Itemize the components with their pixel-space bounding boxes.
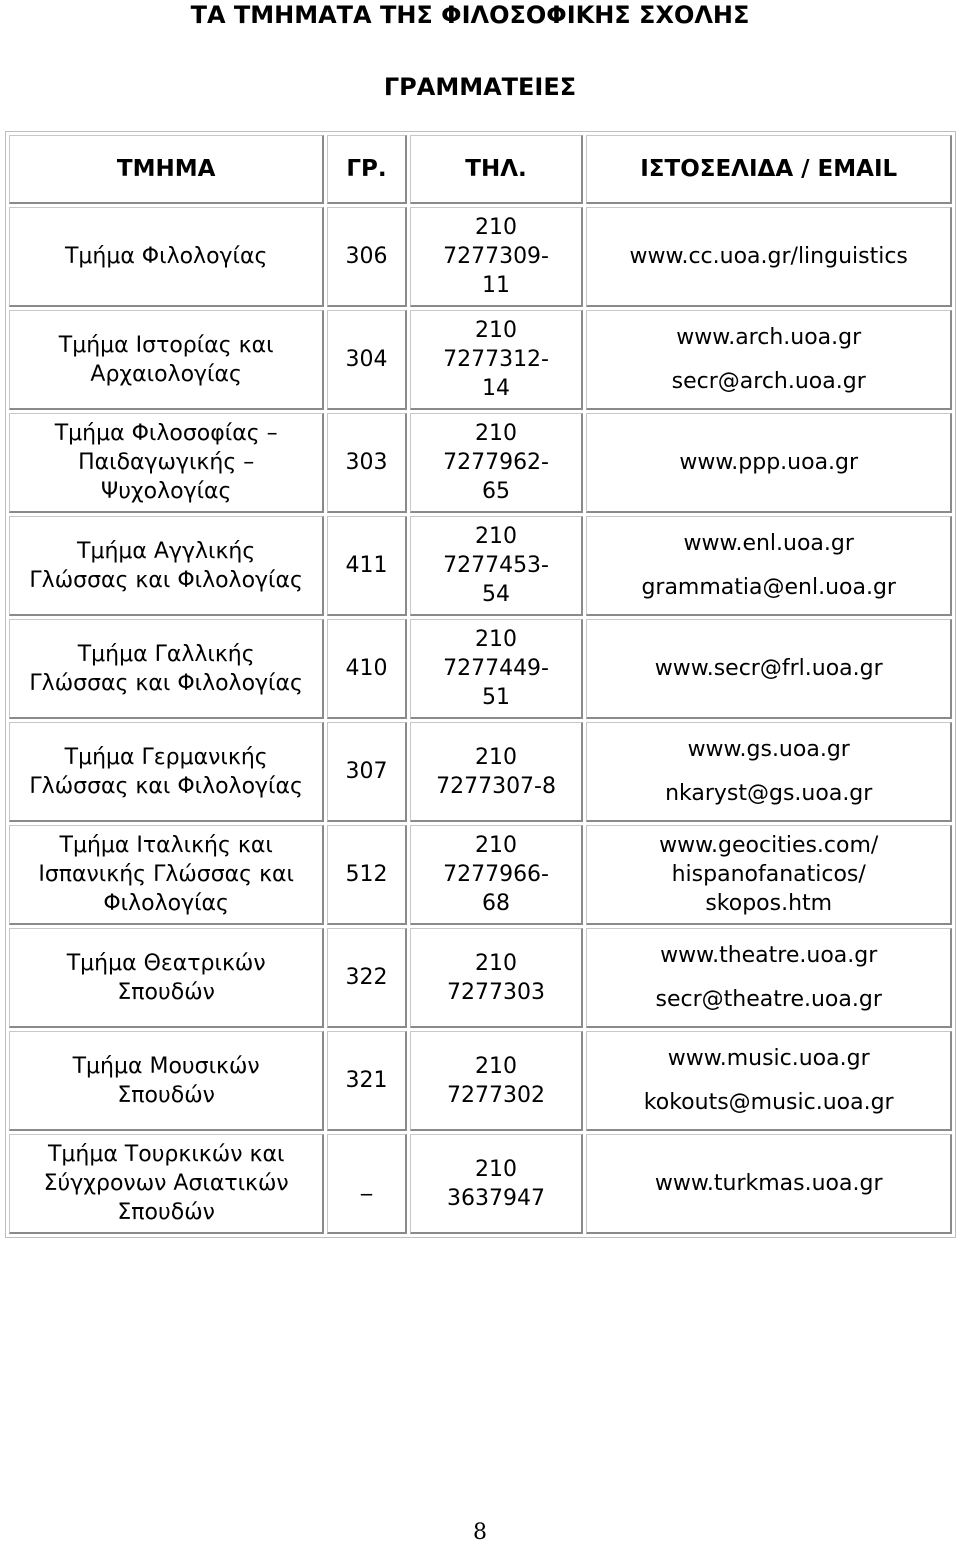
table-body bbox=[9, 207, 952, 1234]
header-office: ΓΡ. bbox=[327, 135, 406, 204]
contact-cell-line[interactable]: secr@arch.uoa.gr bbox=[671, 368, 866, 394]
department-cell bbox=[9, 619, 324, 719]
department-cell-line: Τμήμα Ιταλικής και bbox=[59, 833, 273, 858]
office-cell: 411 bbox=[327, 516, 406, 616]
phone-cell-line: 7277453- bbox=[443, 553, 549, 578]
departments-table bbox=[5, 131, 956, 1238]
department-cell-line: Φιλολογίας bbox=[103, 891, 229, 916]
contact-cell-line[interactable]: www.theatre.uoa.gr bbox=[660, 942, 878, 968]
contact-cell bbox=[586, 722, 952, 822]
phone-cell bbox=[410, 1134, 584, 1234]
department-cell bbox=[9, 310, 324, 410]
phone-cell bbox=[410, 619, 584, 719]
department-cell-line: Τμήμα Γερμανικής bbox=[64, 744, 268, 770]
phone-cell-line: 210 bbox=[475, 950, 518, 976]
department-cell-line: Τμήμα Μουσικών bbox=[72, 1053, 260, 1079]
table-row bbox=[9, 1031, 952, 1131]
office-cell: 322 bbox=[327, 928, 406, 1028]
phone-cell bbox=[410, 310, 584, 410]
phone-cell bbox=[410, 413, 584, 513]
table-row bbox=[9, 413, 952, 513]
contact-cell-line[interactable]: kokouts@music.uoa.gr bbox=[643, 1089, 894, 1115]
contact-cell-line[interactable]: www.secr@frl.uoa.gr bbox=[654, 655, 883, 681]
table-row bbox=[9, 722, 952, 822]
contact-cell-line[interactable]: www.gs.uoa.gr bbox=[687, 736, 850, 762]
phone-cell-line: 7277312- bbox=[443, 347, 549, 372]
phone-cell-line: 7277962- bbox=[443, 450, 549, 475]
office-cell: _ bbox=[327, 1134, 406, 1234]
department-cell-line: Τμήμα Αγγλικής bbox=[77, 538, 256, 564]
phone-cell bbox=[410, 207, 584, 307]
department-cell bbox=[9, 413, 324, 513]
department-cell bbox=[9, 1134, 324, 1234]
department-cell-line: Τμήμα Ιστορίας και bbox=[58, 332, 274, 358]
department-cell-line: Τμήμα Φιλοσοφίας – bbox=[54, 421, 278, 446]
department-cell bbox=[9, 207, 324, 307]
table-row bbox=[9, 310, 952, 410]
department-cell bbox=[9, 825, 324, 925]
phone-cell-line: 65 bbox=[482, 479, 511, 504]
phone-cell-line: 210 bbox=[475, 833, 518, 858]
phone-cell-line: 210 bbox=[475, 1053, 518, 1079]
phone-cell-line: 51 bbox=[482, 685, 511, 710]
phone-cell-line: 210 bbox=[475, 524, 518, 549]
table-row bbox=[9, 825, 952, 925]
office-cell: 303 bbox=[327, 413, 406, 513]
table-row bbox=[9, 619, 952, 719]
contact-cell-line[interactable]: secr@theatre.uoa.gr bbox=[655, 986, 882, 1012]
office-cell: 306 bbox=[327, 207, 406, 307]
contact-cell-line[interactable]: www.arch.uoa.gr bbox=[676, 324, 862, 350]
contact-cell-line[interactable]: www.cc.uoa.gr/linguistics bbox=[629, 243, 908, 269]
contact-cell-line[interactable]: www.enl.uoa.gr bbox=[683, 530, 854, 556]
department-cell-line: Ψυχολογίας bbox=[100, 479, 232, 504]
department-cell-line: Γλώσσας και Φιλολογίας bbox=[29, 773, 303, 799]
contact-cell-line[interactable]: hispanofanaticos/ bbox=[671, 862, 866, 887]
contact-cell bbox=[586, 1134, 952, 1234]
contact-cell-line[interactable]: nkaryst@gs.uoa.gr bbox=[665, 780, 873, 806]
contact-cell-line[interactable]: grammatia@enl.uoa.gr bbox=[641, 574, 896, 600]
phone-cell-line: 14 bbox=[482, 376, 511, 401]
phone-cell bbox=[410, 1031, 584, 1131]
department-cell-line: Αρχαιολογίας bbox=[90, 361, 242, 387]
phone-cell-line: 54 bbox=[482, 582, 511, 607]
table-row bbox=[9, 928, 952, 1028]
department-cell-line: Σπουδών bbox=[117, 1200, 215, 1225]
department-cell-line: Παιδαγωγικής – bbox=[78, 450, 255, 475]
department-cell-line: Τμήμα Φιλολογίας bbox=[64, 244, 268, 269]
department-cell bbox=[9, 722, 324, 822]
department-cell bbox=[9, 1031, 324, 1131]
department-cell-line: Σύγχρονων Ασιατικών bbox=[43, 1171, 289, 1196]
phone-cell-line: 7277449- bbox=[443, 656, 549, 681]
department-cell-line: Τμήμα Τουρκικών και bbox=[47, 1142, 285, 1167]
contact-cell-line[interactable]: www.ppp.uoa.gr bbox=[679, 449, 859, 475]
phone-cell bbox=[410, 516, 584, 616]
department-cell-line: Ισπανικής Γλώσσας και bbox=[38, 862, 294, 887]
office-cell: 304 bbox=[327, 310, 406, 410]
phone-cell bbox=[410, 825, 584, 925]
contact-cell-line[interactable]: www.geocities.com/ bbox=[659, 833, 879, 858]
contact-cell-line[interactable]: skopos.htm bbox=[705, 891, 833, 916]
table-row bbox=[9, 1134, 952, 1234]
office-cell: 512 bbox=[327, 825, 406, 925]
phone-cell-line: 7277302 bbox=[447, 1082, 546, 1108]
office-cell: 410 bbox=[327, 619, 406, 719]
department-cell-line: Σπουδών bbox=[117, 979, 215, 1005]
contact-cell bbox=[586, 207, 952, 307]
phone-cell-line: 3637947 bbox=[447, 1185, 546, 1211]
contact-cell bbox=[586, 1031, 952, 1131]
phone-cell-line: 7277966- bbox=[443, 862, 549, 887]
contact-cell-line[interactable]: www.music.uoa.gr bbox=[667, 1045, 870, 1071]
phone-cell-line: 210 bbox=[475, 744, 518, 770]
department-cell bbox=[9, 928, 324, 1028]
contact-cell bbox=[586, 413, 952, 513]
header-phone: ΤΗΛ. bbox=[410, 135, 584, 204]
phone-cell-line: 7277307-8 bbox=[436, 773, 556, 799]
contact-cell bbox=[586, 825, 952, 925]
table-row bbox=[9, 207, 952, 307]
contact-cell bbox=[586, 928, 952, 1028]
phone-cell-line: 210 bbox=[475, 627, 518, 652]
phone-cell-line: 68 bbox=[482, 891, 511, 916]
page-number: 8 bbox=[473, 1520, 487, 1545]
phone-cell-line: 7277309- bbox=[443, 244, 549, 269]
department-cell-line: Τμήμα Γαλλικής bbox=[77, 641, 255, 667]
phone-cell-line: 210 bbox=[475, 318, 518, 343]
phone-cell bbox=[410, 928, 584, 1028]
contact-cell bbox=[586, 310, 952, 410]
phone-cell-line: 210 bbox=[475, 1156, 518, 1182]
table-header-row bbox=[9, 135, 952, 204]
header-website-email: ΙΣΤΟΣΕΛΙΔΑ / EMAIL bbox=[586, 135, 952, 204]
department-cell-line: Γλώσσας και Φιλολογίας bbox=[29, 567, 303, 593]
department-cell bbox=[9, 516, 324, 616]
department-cell-line: Γλώσσας και Φιλολογίας bbox=[29, 670, 303, 696]
page-subtitle: ΓΡΑΜΜΑΤΕΙΕΣ bbox=[383, 73, 577, 101]
table-row bbox=[9, 516, 952, 616]
phone-cell bbox=[410, 722, 584, 822]
office-cell: 321 bbox=[327, 1031, 406, 1131]
contact-cell bbox=[586, 619, 952, 719]
department-cell-line: Τμήμα Θεατρικών bbox=[66, 950, 266, 976]
department-cell-line: Σπουδών bbox=[117, 1082, 215, 1108]
office-cell: 307 bbox=[327, 722, 406, 822]
phone-cell-line: 210 bbox=[475, 421, 518, 446]
contact-cell-line[interactable]: www.turkmas.uoa.gr bbox=[654, 1170, 883, 1196]
page-title: ΤΑ ΤΜΗΜΑΤΑ ΤΗΣ ΦΙΛΟΣΟΦΙΚΗΣ ΣΧΟΛΗΣ bbox=[190, 1, 750, 29]
contact-cell bbox=[586, 516, 952, 616]
phone-cell-line: 210 bbox=[475, 215, 518, 240]
phone-cell-line: 7277303 bbox=[447, 979, 546, 1005]
phone-cell-line: 11 bbox=[482, 273, 511, 298]
header-department: ΤΜΗΜΑ bbox=[9, 135, 324, 204]
